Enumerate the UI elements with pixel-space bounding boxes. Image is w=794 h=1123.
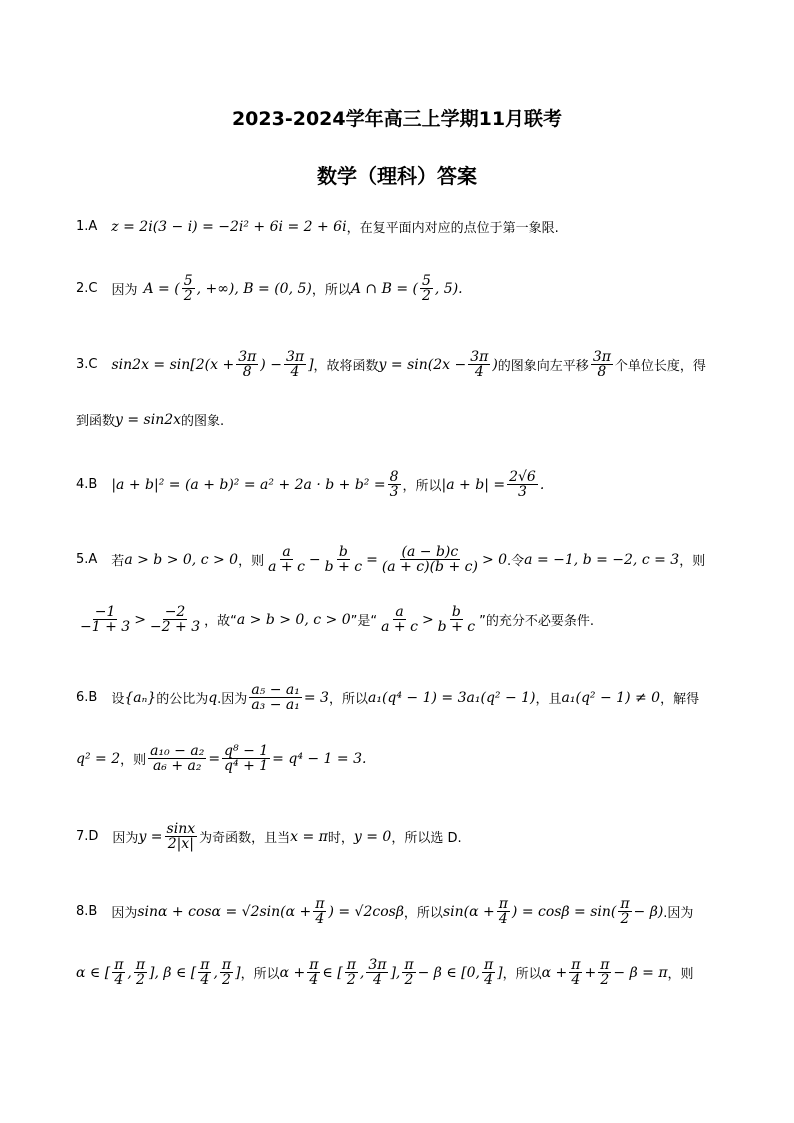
denominator: 2: [404, 972, 414, 988]
fraction: [598, 958, 611, 987]
numerator: 2√6: [509, 469, 536, 485]
math-expression: = q⁴ − 1 = 3.: [272, 750, 367, 767]
numerator: π: [571, 957, 581, 973]
denominator: a + c: [381, 619, 418, 635]
denominator: 8: [597, 364, 607, 380]
denominator: 4: [200, 972, 210, 988]
numerator: −1: [94, 604, 116, 620]
explanation-text: ，所以: [402, 479, 442, 494]
answer-7: [76, 822, 734, 851]
numerator: b: [451, 604, 461, 620]
answer-6: [76, 683, 734, 712]
denominator: 4: [571, 972, 581, 988]
explanation-text: ，所以选 D.: [391, 831, 462, 846]
math-expression: ) −: [260, 356, 282, 373]
math-expression: − β = π: [613, 964, 668, 981]
fraction: [148, 744, 206, 773]
math-expression: =: [366, 551, 378, 568]
denominator: a₆ + a₂: [152, 758, 202, 774]
denominator: b + c: [437, 619, 476, 635]
math-expression: α +: [279, 964, 306, 981]
denominator: 4: [372, 972, 382, 988]
explanation-text: ，所以: [502, 967, 542, 982]
numerator: sinx: [166, 821, 196, 837]
math-expression: ): [492, 356, 498, 373]
explanation-text: 设: [111, 692, 125, 707]
numerator: 3π: [592, 349, 611, 365]
denominator: a₃ − a₁: [251, 697, 300, 713]
math-expression: y = sin2x: [115, 411, 182, 428]
fraction: [569, 958, 582, 987]
denominator: 2: [346, 972, 356, 988]
numerator: 3π: [470, 349, 489, 365]
explanation-text: ，且: [535, 692, 562, 707]
math-expression: {aₙ}: [124, 689, 157, 706]
explanation-text: ，则: [238, 554, 265, 569]
math-expression: > 0: [481, 551, 508, 568]
denominator: 4: [484, 972, 494, 988]
numerator: π: [600, 957, 610, 973]
fraction: [165, 822, 198, 851]
denominator: 2: [183, 288, 193, 304]
numerator: (a − b)c: [401, 544, 459, 560]
numerator: 3π: [238, 349, 257, 365]
answer-8: [76, 897, 734, 926]
fraction: [618, 897, 631, 926]
numerator: π: [498, 896, 508, 912]
explanation-text: ，所以: [311, 283, 351, 298]
math-expression: |a + b|² = (a + b)² = a² + 2a · b + b² =: [111, 476, 386, 493]
explanation-text: ，所以: [403, 906, 443, 921]
denominator: 4: [498, 911, 508, 927]
denominator: 4: [474, 364, 484, 380]
math-expression: α ∈ [: [76, 964, 111, 981]
explanation-text: ，在复平面内对应的点位于第一象限.: [346, 221, 559, 236]
explanation-text: 的图象.: [181, 414, 225, 429]
math-expression: a₁(q² − 1) ≠ 0: [561, 689, 661, 706]
explanation-text: ，所以: [240, 967, 280, 982]
math-expression: z = 2i(3 − i) = −2i² + 6i = 2 + 6i: [111, 218, 347, 235]
math-expression: a = −1, b = −2, c = 3: [524, 551, 680, 568]
fraction: [220, 958, 233, 987]
explanation-text: 的图象向左平移: [497, 359, 589, 374]
numerator: π: [483, 957, 494, 973]
explanation-text: 为奇函数，且当: [199, 831, 291, 846]
page-title: 2023-2024学年高三上学期11月联考: [231, 108, 563, 130]
fraction: [222, 744, 270, 773]
fraction: [112, 958, 125, 987]
answer-number: 6.B: [76, 690, 98, 705]
math-expression: ∈ [: [322, 964, 343, 981]
fraction: [468, 350, 490, 379]
math-expression: +: [584, 964, 597, 981]
math-expression: x = π: [290, 828, 328, 845]
fraction: [134, 958, 147, 987]
fraction: [379, 605, 420, 634]
explanation-text: 若: [111, 554, 125, 569]
fraction: [249, 683, 302, 712]
explanation-text: ”的充分不必要条件.: [479, 614, 594, 629]
math-expression: >: [421, 611, 434, 628]
math-expression: ],: [390, 964, 401, 981]
fraction: [388, 470, 401, 499]
denominator: (a + c)(b + c): [381, 559, 478, 575]
answer-number: 8.B: [76, 904, 98, 919]
denominator: 2: [600, 972, 610, 988]
math-expression: ,: [359, 964, 365, 981]
answer-number: 7.D: [76, 829, 99, 844]
denominator: a + c: [268, 559, 305, 575]
explanation-text: 到函数: [76, 414, 116, 429]
math-expression: ,: [127, 964, 132, 981]
fraction: [148, 605, 202, 634]
numerator: π: [114, 957, 124, 973]
denominator: 2: [620, 911, 630, 927]
math-expression: , 5).: [434, 280, 463, 297]
math-expression: ], β ∈ [: [149, 964, 197, 981]
numerator: 3π: [368, 957, 387, 973]
denominator: 3: [389, 484, 399, 500]
denominator: −2 + 3: [149, 619, 201, 635]
math-expression: ]: [497, 964, 503, 981]
numerator: a: [282, 544, 291, 560]
explanation-text: .令: [507, 554, 525, 569]
numerator: a: [395, 604, 404, 620]
explanation-text: ，故“: [204, 614, 237, 629]
math-expression: − β ∈ [0,: [417, 964, 480, 981]
numerator: 5: [183, 273, 193, 289]
denominator: 8: [242, 364, 252, 380]
math-expression: −: [308, 551, 321, 568]
math-expression: =: [208, 750, 221, 767]
math-expression: q² = 2: [76, 750, 121, 767]
fraction: [307, 958, 320, 987]
math-expression: α +: [541, 964, 568, 981]
numerator: π: [200, 957, 210, 973]
denominator: 2: [135, 972, 145, 988]
fraction: [266, 545, 307, 574]
math-expression: , +∞), B = (0, 5): [196, 280, 312, 297]
fraction: [436, 605, 477, 634]
answer-number: 2.C: [76, 281, 98, 296]
math-expression: >: [134, 611, 146, 628]
explanation-text: 因为: [112, 831, 139, 846]
math-expression: a > b > 0, c > 0: [124, 551, 239, 568]
denominator: 2: [421, 288, 431, 304]
fraction: [284, 350, 306, 379]
numerator: π: [135, 957, 146, 973]
math-expression: q: [208, 689, 218, 706]
numerator: π: [315, 896, 325, 912]
numerator: a₅ − a₁: [251, 682, 300, 698]
numerator: π: [221, 957, 232, 973]
fraction: [507, 470, 538, 499]
math-expression: |a + b| =: [441, 476, 506, 493]
math-expression: sin(α +: [442, 903, 495, 920]
fraction: [323, 545, 364, 574]
numerator: 5: [421, 273, 431, 289]
denominator: b + c: [324, 559, 363, 575]
explanation-text: 的公比为: [156, 692, 209, 707]
fraction: [402, 958, 415, 987]
answer-5: [76, 545, 734, 574]
math-expression: = 3: [303, 689, 329, 706]
answer-number: 5.A: [76, 552, 98, 567]
answer-5-continued: [76, 605, 734, 634]
explanation-text: 个单位长度，得: [614, 359, 706, 374]
math-expression: ,: [213, 964, 218, 981]
answer-6-continued: [76, 744, 734, 773]
numerator: −2: [164, 604, 186, 620]
math-expression: sinα + cosα = √2sin(α +: [137, 903, 312, 920]
denominator: q⁴ + 1: [224, 758, 269, 774]
numerator: q⁸ − 1: [224, 743, 269, 759]
answer-2: [76, 274, 734, 303]
math-expression: .: [539, 476, 545, 493]
explanation-text: 因为: [111, 283, 138, 298]
denominator: 4: [114, 972, 124, 988]
explanation-text: ，解得: [660, 692, 700, 707]
numerator: π: [620, 896, 630, 912]
fraction: [380, 545, 480, 574]
numerator: 8: [389, 469, 399, 485]
fraction: [198, 958, 211, 987]
answer-1: [76, 217, 734, 236]
math-expression: ]: [235, 964, 241, 981]
denominator: 3: [518, 484, 527, 500]
math-expression: − β): [633, 903, 664, 920]
math-expression: A = (: [143, 280, 180, 297]
fraction: [345, 958, 358, 987]
numerator: π: [309, 957, 319, 973]
math-expression: y =: [138, 828, 163, 845]
answer-8-continued: [76, 958, 734, 987]
numerator: b: [338, 544, 348, 560]
answer-4: [76, 470, 734, 499]
denominator: 4: [315, 911, 325, 927]
fraction: [78, 605, 132, 634]
fraction: [366, 958, 388, 987]
math-expression: A ∩ B = (: [350, 280, 418, 297]
fraction: [313, 897, 326, 926]
fraction: [482, 958, 495, 987]
numerator: 3π: [285, 349, 305, 365]
explanation-text: ，则: [679, 554, 706, 569]
fraction: [591, 350, 613, 379]
fraction: [497, 897, 510, 926]
math-expression: ) = √2cosβ: [328, 903, 404, 920]
explanation-text: ，则: [667, 967, 694, 982]
numerator: π: [404, 957, 414, 973]
explanation-text: ，故将函数: [313, 359, 379, 374]
explanation-text: ，则: [120, 753, 147, 768]
math-expression: sin2x = sin[2(x +: [111, 356, 235, 373]
explanation-text: ”是“: [350, 614, 378, 629]
fraction: [236, 350, 258, 379]
answer-number: 3.C: [76, 357, 98, 372]
denominator: −1 + 3: [80, 619, 131, 635]
fraction: [420, 274, 433, 303]
answer-3-continued: [76, 410, 734, 429]
math-expression: ]: [308, 356, 314, 373]
denominator: 2: [222, 972, 231, 988]
math-expression: y = sin(2x −: [378, 356, 467, 373]
math-expression: a > b > 0, c > 0: [236, 611, 351, 628]
denominator: 4: [309, 972, 319, 988]
numerator: a₁₀ − a₂: [150, 743, 205, 759]
answer-3: [76, 350, 734, 379]
numerator: π: [346, 957, 356, 973]
explanation-text: .因为: [217, 692, 248, 707]
explanation-text: .因为: [663, 906, 694, 921]
math-expression: a₁(q⁴ − 1) = 3a₁(q² − 1): [367, 689, 536, 706]
answer-number: 4.B: [76, 477, 98, 492]
page-subtitle: 数学（理科）答案: [317, 164, 477, 188]
fraction: [182, 274, 195, 303]
math-expression: y = 0: [353, 828, 392, 845]
math-expression: ) = cosβ = sin(: [511, 903, 617, 920]
explanation-text: 因为: [111, 906, 138, 921]
explanation-text: ，所以: [328, 692, 368, 707]
denominator: 4: [290, 364, 300, 380]
answer-number: 1.A: [76, 219, 98, 234]
denominator: 2|x|: [167, 836, 194, 852]
explanation-text: 时，: [327, 831, 354, 846]
